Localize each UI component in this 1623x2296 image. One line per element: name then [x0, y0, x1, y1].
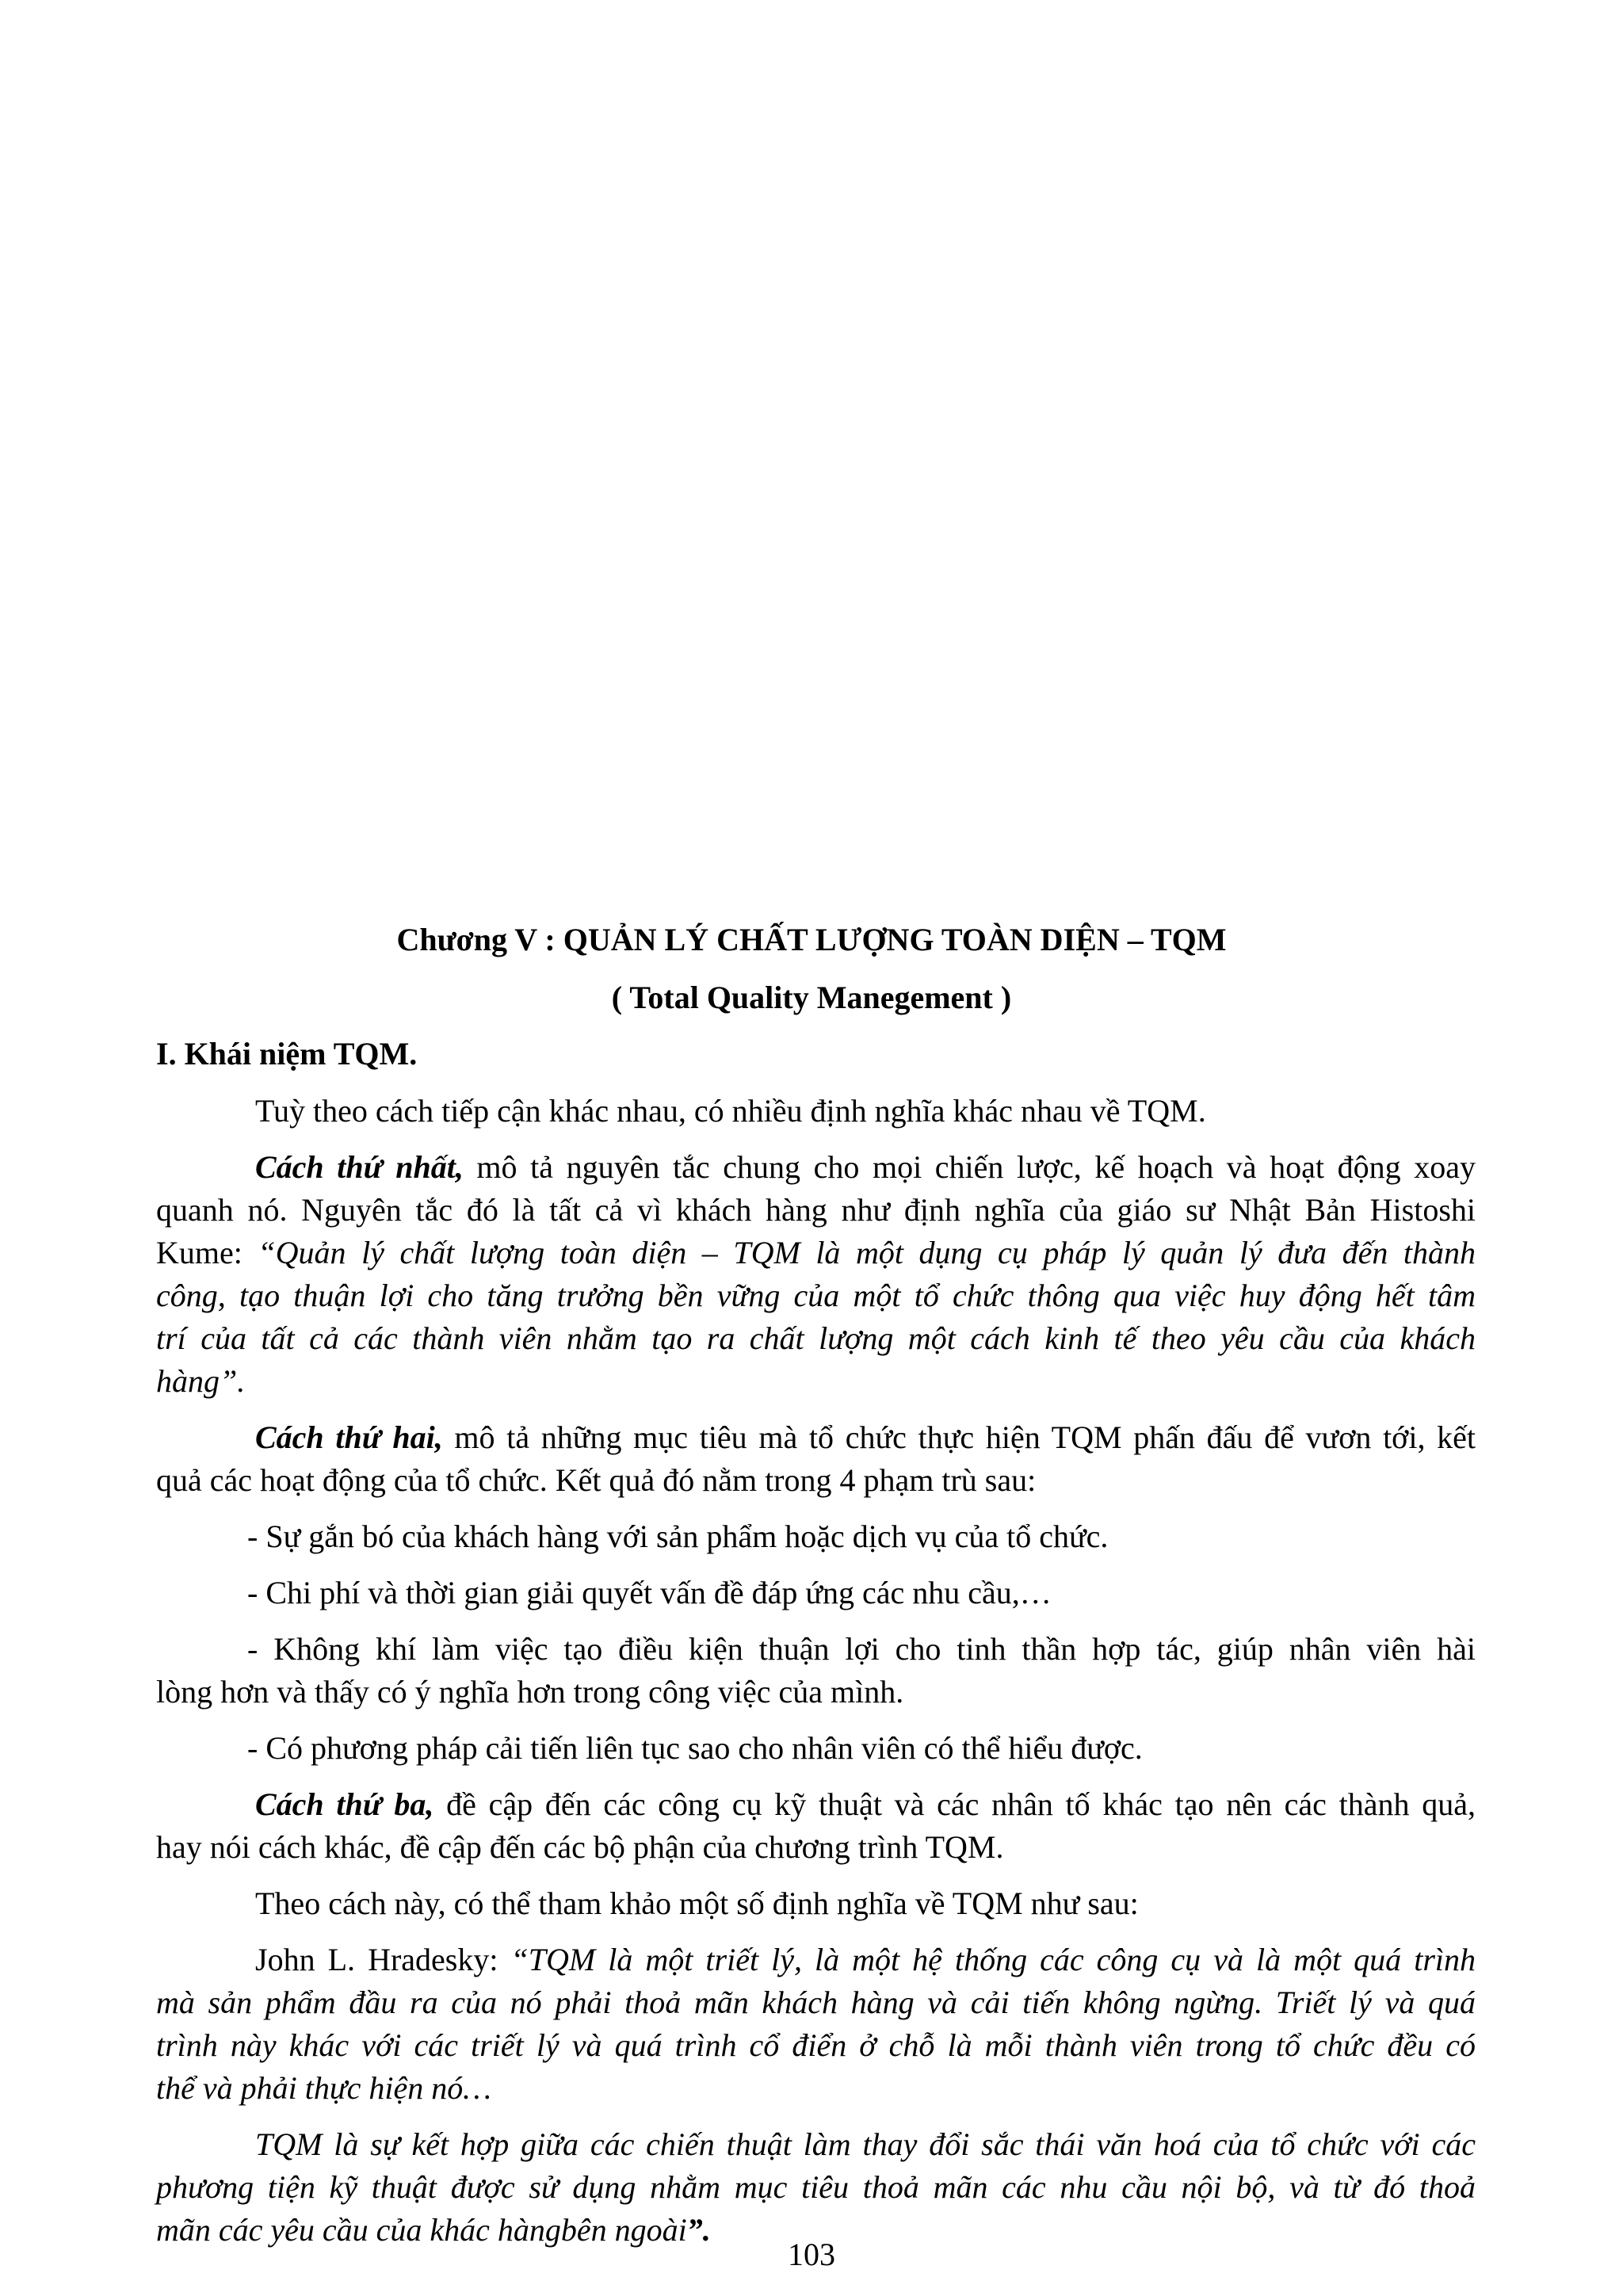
paragraph-2-lead: Cách thứ hai, — [255, 1419, 443, 1455]
quote-1-line-1: John L. Hradesky: “TQM là một triết lý, là một hệ thống các công cụ và là một quá trình — [255, 1942, 1476, 1977]
chapter-title: Chương V : QUẢN LÝ CHẤT LƯỢNG TOÀN DIỆN – TQM — [396, 922, 1227, 957]
bullet-item-3-line-1: - Không khí làm việc tạo điều kiện thuận lợi cho tinh thần hợp tác, giúp nhân viên hài — [247, 1631, 1476, 1667]
paragraph-1-line-4: công, tạo thuận lợi cho tăng trưởng bền vững của một tổ chức thông qua việc huy động hết tâm — [156, 1278, 1476, 1313]
quote-1-line-4: thể và phải thực hiện nó… — [156, 2070, 491, 2106]
bullet-item-1: - Sự gắn bó của khách hàng với sản phẩm hoặc dịch vụ của tổ chức. — [247, 1519, 1109, 1554]
paragraph-1-lead: Cách thứ nhất, — [255, 1149, 464, 1185]
page-number: 103 — [788, 2237, 835, 2272]
paragraph-1-line-1: Cách thứ nhất, mô tả nguyên tắc chung cho mọi chiến lược, kế hoạch và hoạt động xoay — [255, 1149, 1476, 1185]
paragraph-2-line-2: quả các hoạt động của tổ chức. Kết quả đó nằm trong 4 phạm trù sau: — [156, 1462, 1037, 1498]
quote-1-line-2: mà sản phẩm đầu ra của nó phải thoả mãn khách hàng và cải tiến không ngừng. Triết lý và quá — [156, 1985, 1476, 2020]
paragraph-3-line-1: Cách thứ ba, đề cập đến các công cụ kỹ thuật và các nhân tố khác tạo nên các thành quả, — [255, 1786, 1476, 1822]
intro-paragraph: Tuỳ theo cách tiếp cận khác nhau, có nhiều định nghĩa khác nhau về TQM. — [255, 1093, 1206, 1129]
quote-1-author: John L. Hradesky: — [255, 1942, 511, 1977]
bullet-item-2: - Chi phí và thời gian giải quyết vấn đề đáp ứng các nhu cầu,… — [247, 1575, 1052, 1610]
bullet-item-4: - Có phương pháp cải tiến liên tục sao cho nhân viên có thể hiểu được. — [247, 1730, 1143, 1766]
quote-2-line-3: mãn các yêu cầu của khác hàngbên ngoài”. — [156, 2212, 711, 2248]
quote-1-line-3: trình này khác với các triết lý và quá trình cổ điển ở chỗ là mỗi thành viên trong tổ chức đều có — [156, 2027, 1476, 2063]
paragraph-4: Theo cách này, có thể tham khảo một số định nghĩa về TQM như sau: — [255, 1885, 1139, 1921]
quote-2-line-1: TQM là sự kết hợp giữa các chiến thuật làm thay đổi sắc thái văn hoá của tổ chức với các — [255, 2126, 1476, 2162]
paragraph-1-line-3: Kume: “Quản lý chất lượng toàn diện – TQM là một dụng cụ pháp lý quản lý đưa đến thành — [156, 1235, 1476, 1270]
quote-2-line-2: phương tiện kỹ thuật được sử dụng nhằm mục tiêu thoả mãn các nhu cầu nội bộ, và từ đó thoả — [156, 2169, 1476, 2205]
paragraph-3-lead: Cách thứ ba, — [255, 1786, 434, 1822]
paragraph-1-line-2: quanh nó. Nguyên tắc đó là tất cả vì khách hàng như định nghĩa của giáo sư Nhật Bản Histoshi — [156, 1192, 1476, 1228]
paragraph-1-line-5: trí của tất cả các thành viên nhằm tạo ra chất lượng một cách kinh tế theo yêu cầu của khách — [156, 1320, 1476, 1356]
paragraph-1-line-6: hàng”. — [156, 1363, 246, 1399]
section-heading: I. Khái niệm TQM. — [156, 1036, 418, 1072]
bullet-item-3-line-2: lòng hơn và thấy có ý nghĩa hơn trong công việc của mình. — [156, 1674, 904, 1710]
chapter-subtitle: ( Total Quality Manegement ) — [611, 980, 1012, 1015]
paragraph-2-line-1: Cách thứ hai, mô tả những mục tiêu mà tổ chức thực hiện TQM phấn đấu để vươn tới, kết — [255, 1419, 1476, 1455]
paragraph-3-line-2: hay nói cách khác, đề cập đến các bộ phận của chương trình TQM. — [156, 1829, 1004, 1865]
